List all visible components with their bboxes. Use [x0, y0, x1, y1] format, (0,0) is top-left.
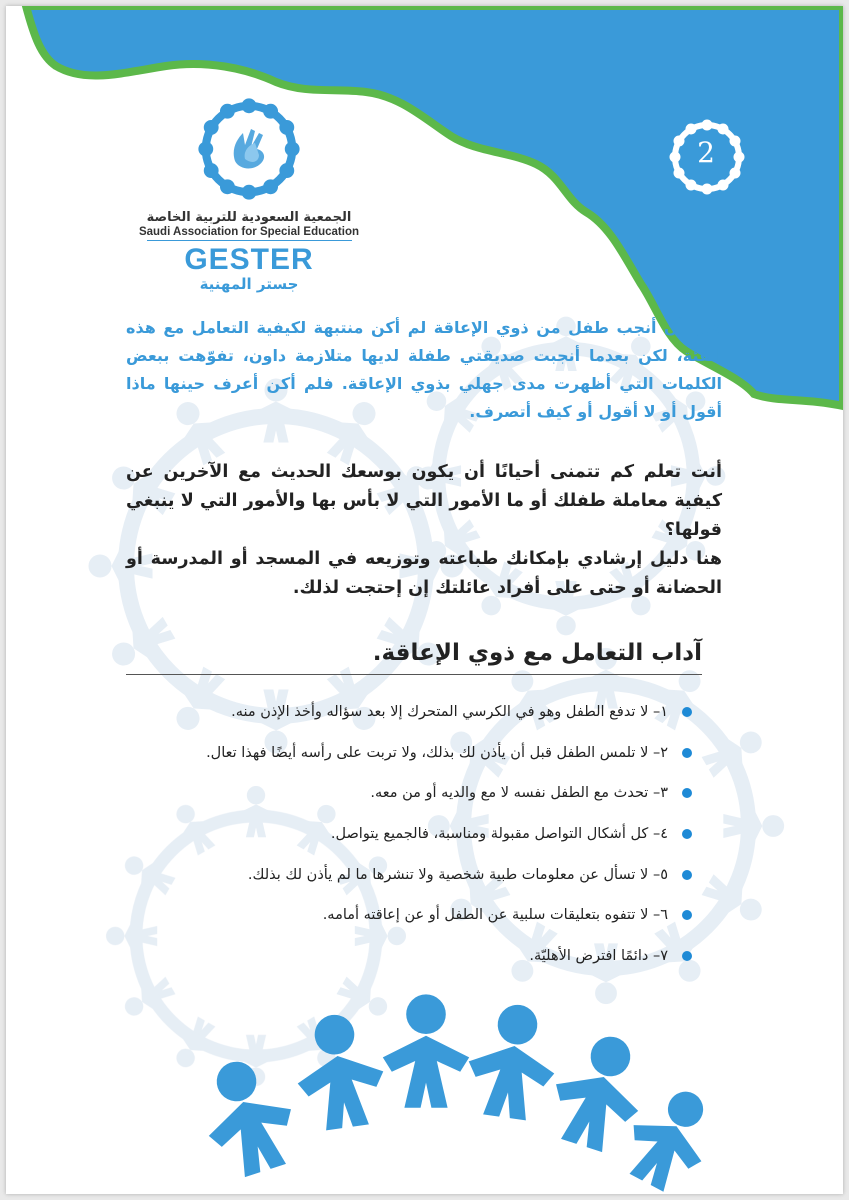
body-paragraph-1: أنت تعلم كم تتمنى أحيانًا أن يكون بوسعك الحديث مع الآخرين عن كيفية معاملة طفلك أو ما الأمور التي لا بأس بها والأمور التي لا ينبغي قولها؟ — [126, 462, 722, 540]
bullet-icon — [682, 748, 692, 758]
list-item-text: ٦– لا تتفوه بتعليقات سلبية عن الطفل أو عن إعاقته أمامه. — [322, 907, 668, 924]
list-item-text: ١– لا تدفع الطفل وهو في الكرسي المتحرك إلا بعد سؤاله وأخذ الإذن منه. — [231, 704, 668, 720]
body-text — [126, 458, 722, 603]
logo-emblem — [194, 94, 304, 204]
logo-brand-arabic: جستر المهنية — [199, 275, 299, 293]
page-number: 2 — [697, 136, 715, 169]
list-item — [126, 946, 692, 987]
intro-paragraph: قبل أن أنجب طفل من ذوي الإعاقة لم أكن منتبهة لكيفية التعامل مع هذه الفئة، لكن بعدما أنجبت صديقتي طفلة لديها متلازمة داون، تفوّهت ببعض الكلمات التي أظهرت مدى جهلي بذوي الإعاقة. فلم أكن أعرف حينها ماذا أقول أو لا أقول أو كيف أتصرف. — [126, 318, 722, 421]
bottom-figures — [189, 994, 727, 1194]
body-paragraph-2: هنا دليل إرشادي بإمكانك طباعته وتوزيعه في المسجد أو المدرسة أو الحضانة أو حتى على أفراد عائلتك إن إحتجت لذلك. — [126, 549, 722, 598]
bullet-icon — [682, 951, 692, 961]
etiquette-list — [126, 702, 692, 987]
bullet-icon — [682, 870, 692, 880]
list-item-text: ٧– دائمًا افترض الأهليّة. — [529, 948, 668, 965]
list-item-text: ٥– لا تسأل عن معلومات طبية شخصية ولا تنشرها ما لم يأذن لك بذلك. — [247, 866, 668, 883]
brochure-page — [6, 6, 843, 1194]
list-item — [126, 824, 692, 865]
logo-english-name: Saudi Association for Special Education — [138, 226, 360, 238]
list-item — [126, 743, 692, 784]
list-item — [126, 702, 692, 743]
list-item — [126, 905, 692, 946]
bullet-icon — [682, 707, 692, 717]
logo-arabic-name: الجمعية السعودية للتربية الخاصة — [146, 210, 352, 225]
list-item-text: ٤– كل أشكال التواصل مقبولة ومناسبة، فالجميع يتواصل. — [330, 826, 668, 843]
logo-brand: GESTER — [184, 243, 314, 276]
bullet-icon — [682, 829, 692, 839]
list-item — [126, 783, 692, 824]
list-item-text: ٢– لا تلمس الطفل قبل أن يأذن لك بذلك، ولا تربت على رأسه أيضًا فهذا تعال. — [206, 744, 668, 761]
bullet-icon — [682, 910, 692, 920]
logo-divider — [147, 240, 352, 241]
bullet-icon — [682, 788, 692, 798]
section-heading: آداب التعامل مع ذوي الإعاقة. — [126, 640, 702, 675]
list-item-text: ٣– تحدث مع الطفل نفسه لا مع والديه أو من معه. — [370, 785, 668, 802]
list-item — [126, 865, 692, 906]
logo — [134, 94, 364, 293]
